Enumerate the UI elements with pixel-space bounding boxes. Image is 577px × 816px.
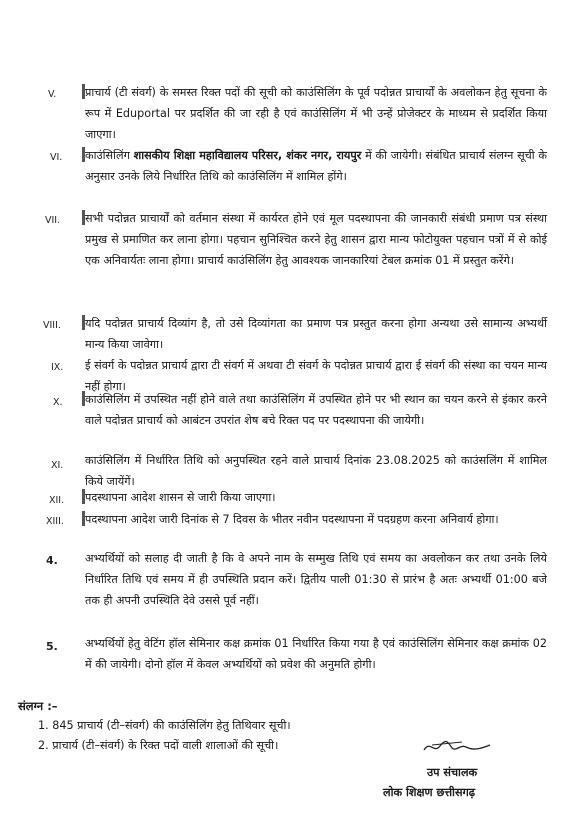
venue-bold: शासकीय शिक्षा महाविद्यालय परिसर, शंकर नगर, रायपुर bbox=[133, 149, 362, 162]
item-number: VII. bbox=[45, 215, 61, 226]
item-number: 5. bbox=[46, 640, 58, 653]
item-number: IX. bbox=[51, 362, 64, 373]
item-text: यदि पदोन्नत प्राचार्य दिव्यांग है, तो उसे दिव्यांगता का प्रमाण पत्र प्रस्तुत करना होगा अन्यथा उसे सामान्य अभ्यर्थी मान्य किया जावेगा। bbox=[85, 317, 547, 351]
item-text-part: काउंसिलिंग bbox=[85, 149, 134, 162]
item-text: सभी पदोन्नत प्राचार्यों को वर्तमान संस्था में कार्यरत होने एवं मूल पदस्थापना की जानकारी संबंधी प्रमाण पत्र संस्था प्रमुख से प्रमाणित कर लाना होगा। पहचान सुनिश्चित करने हेतु शासन द्वारा मान्य फोटोयुक्त पहचान पत्रों में से कोई एक अनिवार्यतः लाना होगा। प्राचार्य काउंसिलिंग हेतु आवश्यक जानकारियां टेबल क्रमांक 01 में प्रस्तुत करेंगे। bbox=[85, 212, 547, 267]
item-text: ई संवर्ग के पदोन्नत प्राचार्य द्वारा टी संवर्ग में अथवा टी संवर्ग के पदोन्नत प्राचार्य द्वारा ई संवर्ग की संस्था का चयन मान्य नहीं होगा। bbox=[85, 359, 547, 393]
item-text: अभ्यर्थियों हेतु वेटिंग हॉल सेमिनार कक्ष क्रमांक 01 निर्धारित किया गया है एवं काउंसिलिंग सेमिनार कक्ष क्रमांक 02 में की जायेगी। दोनो हॉल में केवल अभ्यर्थियों को प्रवेश की अनुमति होगी। bbox=[85, 637, 547, 671]
item-number: XII. bbox=[49, 495, 65, 506]
item-number: VIII. bbox=[43, 320, 61, 331]
item-text: काउंसिलिंग में उपस्थित नहीं होने वाले तथा काउंसिलिंग में उपस्थित होने पर भी स्थान का चयन करने से इंकार करने वाले पदोन्नत प्राचार्य को आबंटन उपरांत शेष बचे रिक्त पद पर पदस्थापना की जायेगी। bbox=[85, 393, 547, 427]
item-number: V. bbox=[48, 89, 57, 100]
signatory-title: उप संचालक bbox=[427, 766, 478, 779]
item-text bbox=[85, 145, 547, 187]
attachments-heading: संलग्न :– bbox=[18, 699, 58, 713]
item-number: X. bbox=[53, 397, 63, 408]
item-text: प्राचार्य (टी संवर्ग) के समस्त रिक्त पदों की सूची को काउंसिलिंग के पूर्व पदोन्नत प्राचार्यों के अवलोकन हेतु सूचना के रूप में Eduportal पर प्रदर्शित की जा रही है एवं काउंसिलिंग में भी उन्हें प्रोजेक्टर के माध्यम से प्रदर्शित किया जाएगा। bbox=[85, 86, 547, 141]
item-number: XI. bbox=[51, 460, 64, 471]
item-text: काउंसिलिंग में निर्धारित तिथि को अनुपस्थित रहने वाले प्राचार्य दिनांक 23.08.2025 को काउंसलिंग में शामिल किये जायेंगें। bbox=[85, 454, 547, 488]
item-text: पदस्थापना आदेश शासन से जारी किया जाएगा। bbox=[85, 491, 276, 504]
attachment-item: 2. प्राचार्य (टी–संवर्ग) के रिक्त पदों वाली शालाओं की सूची। bbox=[38, 739, 279, 752]
item-number: 4. bbox=[46, 554, 58, 567]
attachment-item: 1. 845 प्राचार्य (टी–संवर्ग) की काउंसिलिंग हेतु तिथिवार सूची। bbox=[38, 719, 291, 732]
attachments-list bbox=[38, 716, 291, 756]
item-number: VI. bbox=[50, 152, 63, 163]
item-number: XIII. bbox=[46, 516, 64, 527]
item-text: अभ्यर्थियों को सलाह दी जाती है कि वे अपने नाम के सम्मुख तिथि एवं समय का अवलोकन कर तथा उनके लिये निर्धारित तिथि एवं समय में ही उपस्थिति प्रदान करें। द्वितीय पाली 01:30 से प्रारंभ है अतः अभ्यर्थी 01:00 बजे तक ही अपनी उपस्थिति देवे उससे पूर्व नहीं। bbox=[85, 552, 547, 607]
handwritten-signature bbox=[422, 736, 492, 762]
item-text: पदस्थापना आदेश जारी दिनांक से 7 दिवस के भीतर नवीन पदस्थापना में पदग्रहण करना अनिवार्य होगा। bbox=[85, 513, 499, 526]
item-text-part: में की जायेगी। संबंधित प्राचार्य संलग्न सूची के अनुसार उनके लिये निर्धारित तिथि को काउंसिलिंग में शामिल होंगे। bbox=[85, 149, 547, 183]
signatory-department: लोक शिक्षण छत्तीसगढ़ bbox=[383, 786, 476, 799]
